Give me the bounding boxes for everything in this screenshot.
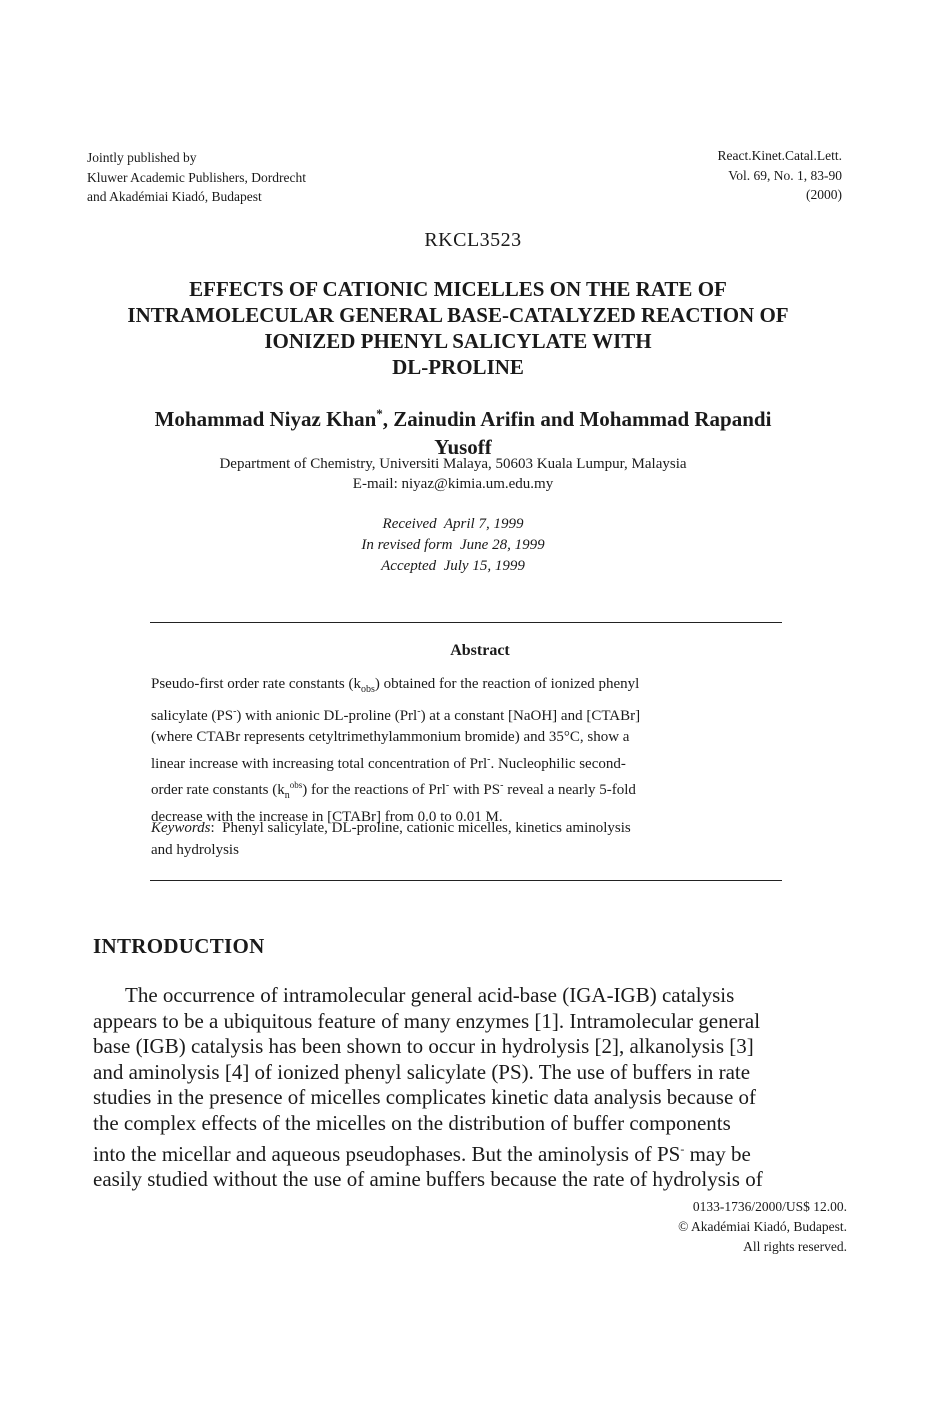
date-revised: In revised form June 28, 1999 <box>361 537 545 553</box>
paper-title <box>70 276 846 380</box>
abstract-body <box>151 674 785 828</box>
date-received: Received April 7, 1999 <box>382 516 524 532</box>
title-line: DL-PROLINE <box>392 355 524 379</box>
abstract-line: decrease with the increase in [CTABr] from 0.0 to 0.01 M. <box>151 808 503 825</box>
title-line: INTRAMOLECULAR GENERAL BASE-CATALYZED REACTION OF <box>127 303 789 327</box>
manuscript-dates <box>60 514 846 577</box>
footer-line: 0133-1736/2000/US$ 12.00. <box>692 1199 847 1214</box>
journal-line: Vol. 69, No. 1, 83-90 <box>728 167 842 183</box>
keywords-line: and hydrolysis <box>151 841 239 858</box>
publisher-line: Jointly published by <box>87 150 197 165</box>
title-line: IONIZED PHENYL SALICYLATE WITH <box>264 329 652 353</box>
body-line: appears to be a ubiquitous feature of many enzymes [1]. Intramolecular general <box>93 1008 761 1033</box>
author-line: Yusoff <box>434 435 492 459</box>
email: E-mail: niyaz@kimia.um.edu.my <box>352 476 554 492</box>
body-line: and aminolysis [4] of ionized phenyl salicylate (PS). The use of buffers in rate <box>93 1059 751 1084</box>
introduction-body <box>93 983 853 1193</box>
abstract-line: Pseudo-first order rate constants $(k_{obs})$ obtained for the reaction of ionized phenyl <box>151 676 640 695</box>
abstract-line: (where CTABr represents cetyltrimethylammonium bromide) and 35°C, show a <box>151 729 630 745</box>
keywords-line: Keywords: Phenyl salicylate, DL-proline, cationic micelles, kinetics aminolysis <box>151 820 631 836</box>
publisher-line: and Akadémiai Kiadó, Budapest <box>87 189 262 204</box>
abstract-heading: Abstract <box>450 642 510 659</box>
publisher-info <box>87 148 306 207</box>
body-line: easily studied without the use of amine buffers because the rate of hydrolysis of <box>93 1167 763 1192</box>
author-line <box>80 400 846 433</box>
section-heading-introduction: INTRODUCTION <box>93 934 265 958</box>
author-list <box>80 400 846 461</box>
abstract-top-rule <box>150 622 782 623</box>
body-line: into the micellar and aqueous pseudophases. But the aminolysis of PS- may be <box>93 1141 751 1166</box>
abstract-bottom-rule <box>150 880 782 881</box>
abstract-line: order rate constants $(k_n^{obs})$ for the reactions of Prl- with PS- reveal a nearly 5-fold <box>151 780 636 801</box>
copyright-footer <box>678 1197 847 1257</box>
corresponding-mark: * <box>376 406 383 421</box>
body-line: studies in the presence of micelles complicates kinetic data analysis because of <box>93 1085 757 1110</box>
keywords <box>151 818 785 861</box>
footer-line: All rights reserved. <box>743 1239 847 1254</box>
body-line: the complex effects of the micelles on the distribution of buffer components <box>93 1110 731 1135</box>
body-line: The occurrence of intramolecular general acid-base (IGA-IGB) catalysis <box>125 983 735 1007</box>
abstract-line: salicylate (PS-) with anionic DL-proline (Prl-) at a constant [NaOH] and [CTABr] <box>151 705 641 724</box>
author-name: Mohammad Niyaz Khan <box>154 407 377 431</box>
article-code: RKCL3523 <box>424 229 522 251</box>
affiliation <box>60 454 846 494</box>
publisher-line: Kluwer Academic Publishers, Dordrecht <box>87 169 306 185</box>
body-line: base (IGB) catalysis has been shown to occur in hydrolysis [2], alkanolysis [3] <box>93 1034 754 1059</box>
author-names: , Zainudin Arifin and Mohammad Rapandi <box>382 407 772 431</box>
title-line: EFFECTS OF CATIONIC MICELLES ON THE RATE OF <box>189 277 727 301</box>
date-accepted: Accepted July 15, 1999 <box>381 558 525 574</box>
journal-line: (2000) <box>806 187 842 202</box>
abstract-line: linear increase with increasing total concentration of Prl-. Nucleophilic second- <box>151 753 626 772</box>
keywords-label: Keywords <box>151 820 211 836</box>
journal-line: React.Kinet.Catal.Lett. <box>717 148 842 163</box>
journal-info <box>718 146 842 205</box>
footer-line: © Akadémiai Kiadó, Budapest. <box>678 1219 847 1234</box>
department: Department of Chemistry, Universiti Malaya, 50603 Kuala Lumpur, Malaysia <box>219 456 687 472</box>
